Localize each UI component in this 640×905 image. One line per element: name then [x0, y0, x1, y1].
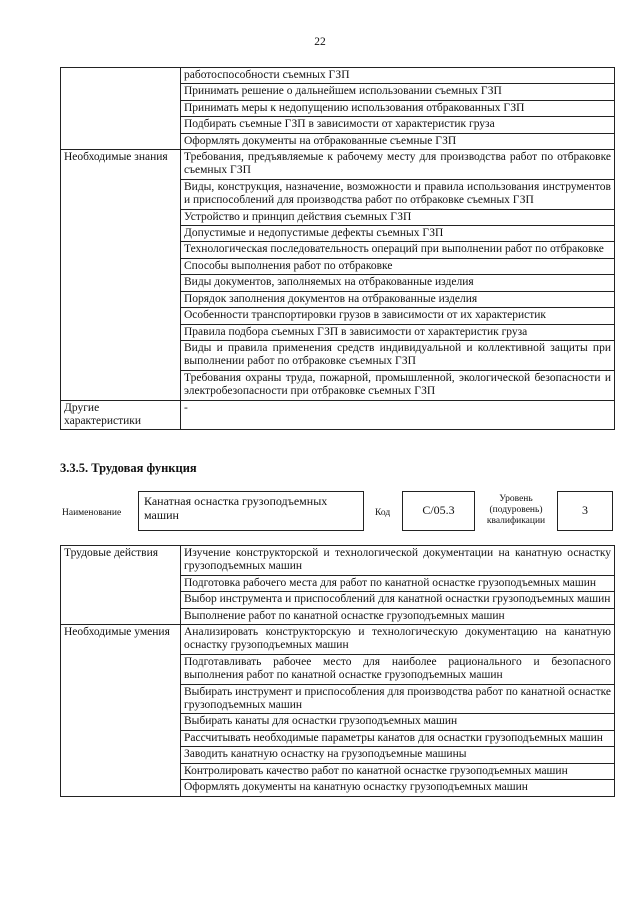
name-label: Наименование	[62, 508, 122, 518]
level-value: 3	[582, 503, 588, 518]
list-item: Принимать меры к недопущению использования отбракованных ГЗП	[181, 100, 615, 116]
table-row	[61, 68, 615, 84]
list-item: Рассчитывать необходимые параметры канатов для оснастки грузоподъемных машин	[181, 730, 615, 746]
other-characteristics-label: Другие характеристики	[61, 400, 181, 430]
table-row	[61, 400, 615, 430]
code-label: Код	[375, 508, 391, 518]
list-item: Допустимые и недопустимые дефекты съемных ГЗП	[181, 226, 615, 242]
code-value-box	[402, 491, 475, 531]
list-item: Изучение конструкторской и технологической документации на канатную оснастку грузоподъемных машин	[181, 546, 615, 576]
list-item: Выбор инструмента и приспособлений для канатной оснастки грузоподъемных машин	[181, 592, 615, 608]
list-item: Требования, предъявляемые к рабочему месту для производства работ по отбраковке съемных ГЗП	[181, 150, 615, 180]
list-item: работоспособности съемных ГЗП	[181, 68, 615, 84]
list-item: Заводить канатную оснастку на грузоподъемные машины	[181, 747, 615, 763]
function-name: Канатная оснастка грузоподъемных машин	[144, 494, 328, 522]
section-title: 3.3.5. Трудовая функция	[60, 461, 197, 475]
list-item: Правила подбора съемных ГЗП в зависимости от характеристик груза	[181, 324, 615, 340]
labor-function-table	[60, 545, 615, 797]
requirements-table-continued	[60, 67, 615, 430]
list-item: Выбирать канаты для оснастки грузоподъемных машин	[181, 714, 615, 730]
list-item: Виды, конструкция, назначение, возможности и правила использования инструментов и приспособлений для производства работ по отбраковке съемных ГЗП	[181, 179, 615, 209]
other-characteristics-value: -	[181, 400, 615, 430]
code-value: C/05.3	[422, 503, 455, 518]
list-item: Анализировать конструкторскую и технологическую документацию на канатную оснастку грузоподъемных машин	[181, 625, 615, 655]
list-item: Оформлять документы на отбракованные съемные ГЗП	[181, 133, 615, 149]
table-row	[61, 546, 615, 576]
list-item: Виды и правила применения средств индивидуальной и коллективной защиты при выполнении работ по отбраковке съемных ГЗП	[181, 340, 615, 370]
list-item: Особенности транспортировки грузов в зависимости от их характеристик	[181, 308, 615, 324]
table-row	[61, 625, 615, 655]
list-item: Подготовка рабочего места для работ по канатной оснастке грузоподъемных машин	[181, 575, 615, 591]
skills-label: Необходимые умения	[61, 625, 181, 796]
empty-label-cell	[61, 68, 181, 150]
list-item: Устройство и принцип действия съемных ГЗП	[181, 209, 615, 225]
list-item: Порядок заполнения документов на отбракованные изделия	[181, 291, 615, 307]
page-number: 22	[314, 36, 326, 48]
table-row	[61, 150, 615, 180]
list-item: Принимать решение о дальнейшем использовании съемных ГЗП	[181, 84, 615, 100]
list-item: Способы выполнения работ по отбраковке	[181, 258, 615, 274]
name-value-box	[138, 491, 364, 531]
level-label: Уровень (подуровень) квалификации	[486, 494, 546, 526]
list-item: Виды документов, заполняемых на отбракованные изделия	[181, 275, 615, 291]
list-item: Технологическая последовательность операций при выполнении работ по отбраковке	[181, 242, 615, 258]
list-item: Контролировать качество работ по канатной оснастке грузоподъемных машин	[181, 763, 615, 779]
list-item: Оформлять документы на канатную оснастку грузоподъемных машин	[181, 780, 615, 796]
list-item: Требования охраны труда, пожарной, промышленной, экологической безопасности и электробезопасности при отбраковке съемных ГЗП	[181, 370, 615, 400]
level-value-box	[557, 491, 613, 531]
list-item: Выполнение работ по канатной оснастке грузоподъемных машин	[181, 608, 615, 624]
labor-actions-label: Трудовые действия	[61, 546, 181, 625]
list-item: Подготавливать рабочее место для наиболее рационального и безопасного выполнения работ по канатной оснастке грузоподъемных машин	[181, 654, 615, 684]
list-item: Подбирать съемные ГЗП в зависимости от характеристик груза	[181, 117, 615, 133]
list-item: Выбирать инструмент и приспособления для производства работ по канатной оснастке грузоподъемных машин	[181, 684, 615, 714]
knowledge-label: Необходимые знания	[61, 150, 181, 401]
